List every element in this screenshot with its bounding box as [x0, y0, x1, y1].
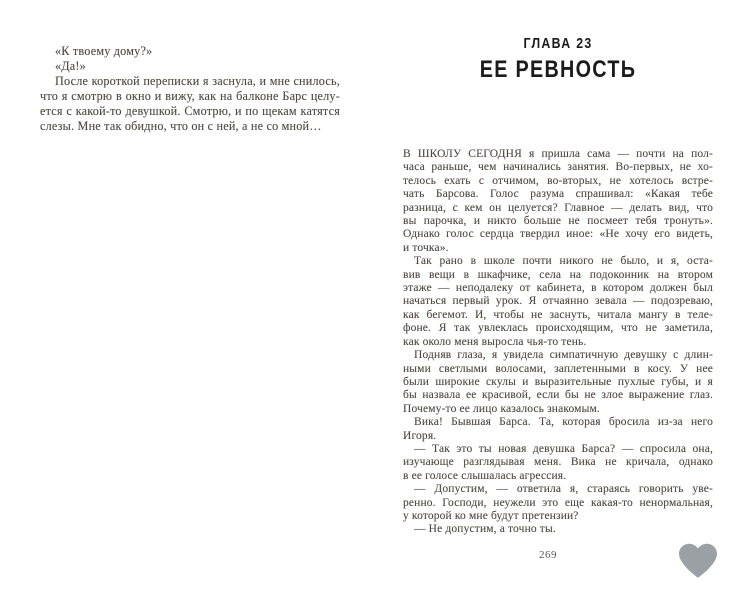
text-line: После короткой переписки я заснула, и мне снилось, [55, 74, 340, 88]
paragraph [403, 255, 713, 349]
text-line: Так рано в школе почти никого не было, и я, оста- [414, 255, 713, 268]
text-line: ренно. Господи, неужели это еще какая-то ненормальная, [403, 496, 713, 509]
text-line: изучающе разглядывая меня. Вика не кричала, однако [403, 456, 713, 469]
text-line: ется с какой-то девушкой. Смотрю, и по щекам катятся [40, 104, 340, 118]
chapter-title: ЕЕ РЕВНОСТЬ [479, 55, 637, 83]
text-line: разница, с кем он целуется? Главное — делать вид, что [403, 201, 713, 214]
paragraph [40, 74, 340, 134]
text-line: Однако голос сердца твердил иное: «Не хочу его видеть, [403, 228, 713, 241]
favorite-button[interactable] [679, 543, 717, 579]
text-line: Вика! Бывшая Барса. Та, которая бросила из-за него [414, 416, 713, 429]
paragraph [40, 59, 340, 74]
heart-icon [679, 543, 717, 579]
text-line: Игоря. [403, 429, 437, 442]
text-line: в ее голосе слышалась агрессия. [403, 469, 567, 482]
text-line: этаже — неподалеку от кабинета, в котором должен был [403, 282, 713, 295]
text-line: как около меня выросла чья-то тень. [403, 335, 587, 348]
left-page-text [40, 44, 340, 134]
text-line: и точка». [403, 241, 449, 254]
text-line: «Да!» [55, 59, 86, 73]
paragraph [403, 148, 713, 255]
text-line: слезы. Мне так обидно, что он с ней, а не со мной… [40, 119, 322, 133]
text-line: чать Барсова. Голос разума спрашивал: «Какая тебе [403, 188, 713, 201]
text-line: бы назвала ее красивой, если бы не злое выражение глаз. [403, 389, 713, 402]
page-number: 269 [539, 549, 557, 561]
paragraph [40, 44, 340, 59]
text-line: как бегемот. И, чтобы не заснуть, читала мангу в теле- [403, 308, 713, 321]
text-line: Подняв глаза, я увидела симпатичную девушку с длин- [414, 349, 713, 362]
text-line: — Так это ты новая девушка Барса? — спросила она, [414, 442, 713, 455]
text-line: были широкие скулы и выразительные пухлые губы, и я [403, 375, 713, 388]
text-line: что я смотрю в окно и вижу, как на балконе Барс целу- [40, 89, 340, 103]
text-line: «К твоему дому?» [55, 44, 153, 58]
text-line: Почему-то ее лицо казалось знакомым. [403, 402, 600, 415]
text-line: вы парочка, и никто больше не посмеет тебя тронуть». [403, 215, 713, 228]
text-line: В ШКОЛУ СЕГОДНЯ я пришла сама — почти на пол- [403, 148, 713, 160]
text-line: — Не допустим, а точно ты. [414, 523, 556, 536]
text-line: у которой ко мне будут претензии? [403, 509, 579, 522]
right-page-text [403, 148, 713, 537]
paragraph [403, 523, 713, 536]
paragraph [403, 349, 713, 416]
text-line: начаться первый урок. Я отчаянно зевала — подозреваю, [403, 295, 713, 308]
text-line: вив вещи в шкафчике, села на подоконник на втором [403, 268, 713, 281]
text-line: — Допустим, — ответила я, стараясь говорить уве- [414, 483, 713, 496]
text-line: телось ехать с отчимом, во-вторых, не хотелось встре- [403, 174, 713, 187]
chapter-heading [403, 34, 713, 82]
text-line: ными светлыми волосами, заплетенными в косу. У нее [403, 362, 713, 375]
paragraph [403, 416, 713, 443]
paragraph [403, 483, 713, 523]
text-line: часа раньше, чем начинались занятия. Во-первых, не хо- [403, 161, 713, 174]
chapter-number: ГЛАВА 23 [523, 34, 593, 52]
text-line: фоне. Я так увлеклась происходящим, что не заметила, [403, 322, 713, 335]
paragraph [403, 443, 713, 483]
